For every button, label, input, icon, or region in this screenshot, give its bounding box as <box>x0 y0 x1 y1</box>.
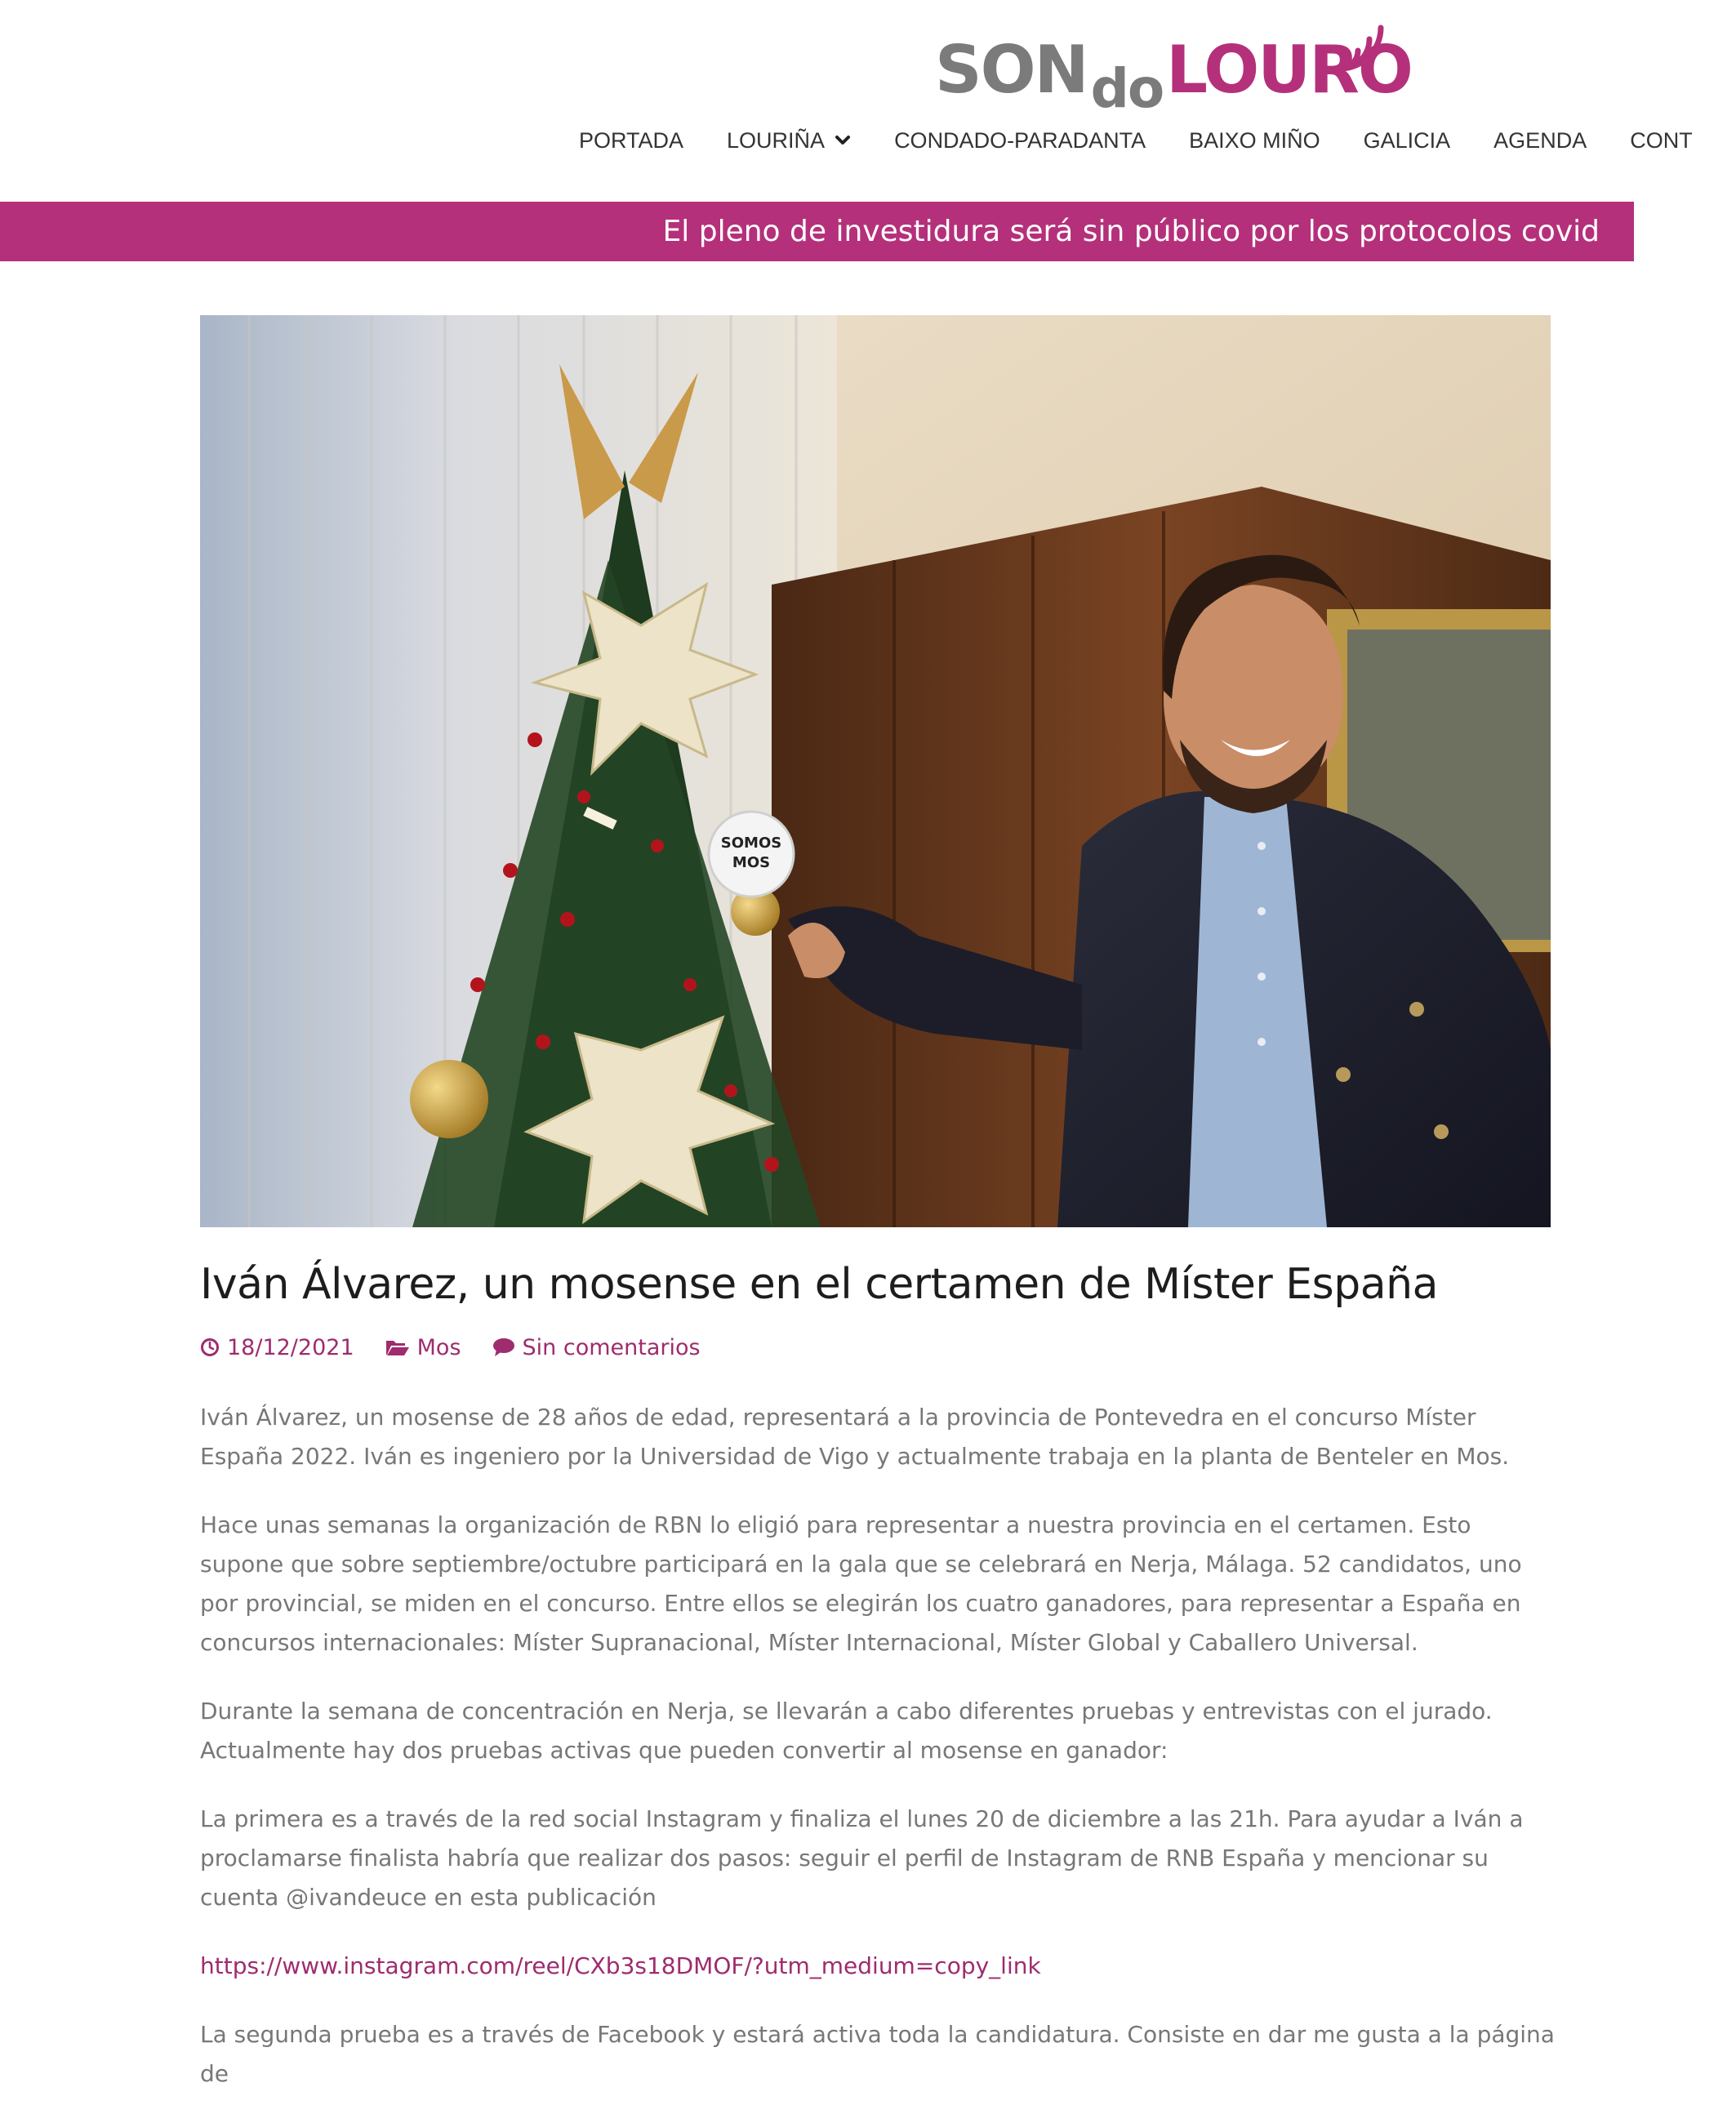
clock-icon <box>200 1337 220 1357</box>
svg-text:SOMOS: SOMOS <box>720 835 782 852</box>
logo-son: SON <box>935 32 1088 108</box>
nav-item-galicia[interactable]: GALICIA <box>1363 127 1451 153</box>
featured-image <box>200 315 1551 1227</box>
logo-do: do <box>1090 57 1164 120</box>
nav-item-baixo-mino[interactable]: BAIXO MIÑO <box>1189 127 1320 153</box>
logo-louro: LOURO <box>1166 32 1412 108</box>
ticker-headline[interactable]: El pleno de investidura será sin público por los protocolos covid <box>662 215 1600 248</box>
nav-item-portada[interactable]: PORTADA <box>579 127 684 153</box>
chevron-down-icon <box>835 132 851 149</box>
article-paragraph: La segunda prueba es a través de Facebook y estará activa toda la candidatura. Consiste en dar me gusta a la página de <box>200 2021 1555 2087</box>
article-meta <box>200 1331 732 1364</box>
site-header <box>0 0 1693 201</box>
article-paragraph: Iván Álvarez, un mosense de 28 años de edad, representará a la provincia de Pontevedra en el concurso Míster España 2022. Iván es ingeniero por la Universidad de Vigo y actualmente trabaja en la planta de Benteler en Mos. <box>200 1404 1510 1470</box>
svg-text:MOS: MOS <box>732 854 771 871</box>
article-paragraph: La primera es a través de la red social Instagram y finaliza el lunes 20 de diciembre a las 21h. Para ayudar a Iván a proclamarse finalista habría que realizar dos pasos: seguir el perfil de Instagram de RNB España y mencionar su cuenta @ivandeuce en esta publicación <box>200 1805 1524 1911</box>
article-paragraph: Hace unas semanas la organización de RBN lo eligió para representar a nuestra provincia en el certamen. Esto supone que sobre septiembre/octubre participará en la gala que se celebrará en Nerja, Málaga. 52 candidatos, uno por provincial, se miden en el concurso. Entre ellos se elegirán los cuatro ganadores, para representar a España en concursos internacionales: Míster Supranacional, Míster Internacional, Míster Global y Caballero Universal. <box>200 1511 1522 1656</box>
post-comments[interactable] <box>492 1335 701 1360</box>
nav-item-lourina[interactable]: LOURIÑA <box>727 128 851 154</box>
nav-item-contacto[interactable]: CONT <box>1630 127 1693 153</box>
site-logo[interactable] <box>935 18 1412 120</box>
article-body <box>200 1398 1556 2123</box>
news-ticker <box>0 202 1634 261</box>
featured-photo <box>200 315 1551 1227</box>
article-link-paragraph <box>200 1947 1556 1986</box>
article-title: Iván Álvarez, un mosense en el certamen de Míster España <box>200 1260 1438 1309</box>
broadcast-waves-icon <box>1325 21 1391 78</box>
post-date-text: 18/12/2021 <box>227 1334 354 1360</box>
comment-icon <box>492 1337 515 1357</box>
post-category[interactable] <box>385 1335 461 1360</box>
post-date[interactable] <box>200 1335 354 1360</box>
post-category-text: Mos <box>416 1334 461 1360</box>
article-paragraph: Durante la semana de concentración en Nerja, se llevarán a cabo diferentes pruebas y entrevistas con el jurado. Actualmente hay dos pruebas activas que pueden convertir al mosense en ganador: <box>200 1698 1493 1764</box>
instagram-link[interactable]: https://www.instagram.com/reel/CXb3s18DMOF/?utm_medium=copy_link <box>200 1952 1041 1979</box>
post-comments-text: Sin comentarios <box>522 1334 701 1360</box>
folder-open-icon <box>385 1337 410 1357</box>
nav-item-condado-paradanta[interactable]: CONDADO-PARADANTA <box>894 127 1146 153</box>
nav-item-agenda[interactable]: AGENDA <box>1493 127 1587 153</box>
main-nav <box>579 124 1736 157</box>
